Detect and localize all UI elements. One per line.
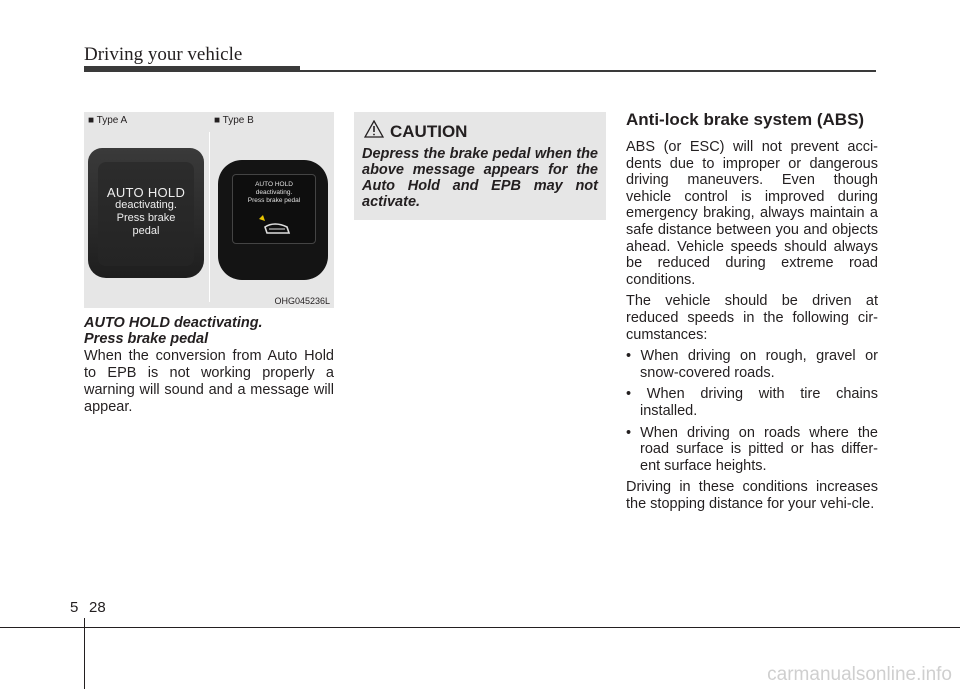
display-a-message xyxy=(98,186,194,238)
header-rule-thick xyxy=(84,66,300,72)
caution-box xyxy=(354,112,606,220)
watermark: carmanualsonline.info xyxy=(767,664,952,685)
abs-paragraph-3: Driving in these conditions increases the stopping distance for your vehi-cle. xyxy=(626,479,878,512)
caution-title: CAUTION xyxy=(390,122,468,141)
figure-panel xyxy=(84,112,334,308)
abs-bullet-1: • When driving on rough, gravel or snow-covered roads. xyxy=(626,348,878,381)
abs-bullet-3: • When driving on roads where the road surface is pitted or has differ-ent surface heights. xyxy=(626,424,878,474)
footer-divider xyxy=(84,618,85,689)
cluster-display-type-a xyxy=(88,148,204,278)
display-a-line-2: deactivating. xyxy=(115,199,177,211)
abs-body xyxy=(626,139,878,517)
page-number: 28 xyxy=(89,599,106,616)
display-b-line-3: Press brake pedal xyxy=(247,197,301,204)
display-a-line-4: pedal xyxy=(132,225,160,237)
warning-triangle-icon xyxy=(364,120,384,138)
display-a-line-1: AUTO HOLD xyxy=(106,185,186,200)
left-body-text: When the conversion from Auto Hold to EPB is not working properly a warning will sound and a message will appear. xyxy=(84,348,334,415)
abs-paragraph-2: The vehicle should be driven at reduced speeds in the following cir-cumstances: xyxy=(626,293,878,343)
running-header: Driving your vehicle xyxy=(84,44,243,65)
display-a-line-3: Press brake xyxy=(116,212,176,224)
footer-rule xyxy=(0,627,960,628)
figure-caption xyxy=(84,315,334,347)
figure-code: OHG045236L xyxy=(274,296,330,306)
caution-text: Depress the brake pedal when the above message appears for the Auto Hold and EPB may not activate. xyxy=(362,146,598,210)
display-b-line-2: deactivating. xyxy=(255,189,293,196)
display-b-line-1: AUTO HOLD xyxy=(255,181,293,188)
caption-line-1: AUTO HOLD deactivating. xyxy=(84,315,263,331)
cluster-display-type-b xyxy=(218,160,328,280)
display-face-b xyxy=(232,174,316,244)
header-rule-thin xyxy=(300,70,876,72)
display-b-message xyxy=(233,181,315,205)
figure-divider xyxy=(209,132,210,302)
abs-bullet-2: • When driving with tire chains installed. xyxy=(626,386,878,419)
abs-heading: Anti-lock brake system (ABS) xyxy=(626,110,865,129)
chapter-number: 5 xyxy=(70,599,79,616)
type-b-label: ■ Type B xyxy=(214,115,254,126)
brake-pedal-icon xyxy=(255,213,295,237)
display-face-a xyxy=(98,162,194,266)
type-a-label: ■ Type A xyxy=(88,115,128,126)
caption-line-2: Press brake pedal xyxy=(84,331,209,347)
abs-paragraph-1: ABS (or ESC) will not prevent acci-dents due to improper or dangerous driving maneuvers. Even though vehicle control is improved during emergency braking, always maintain a safe distance between you and objects ahead. Vehicle speeds should always be reduced during extreme road conditions. xyxy=(626,139,878,288)
